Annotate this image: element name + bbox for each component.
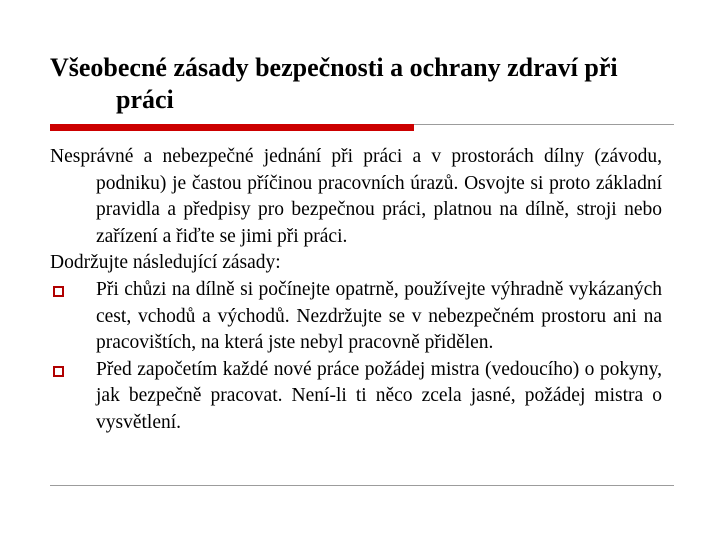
rules-lead: Dodržujte následující zásady: [50,252,281,274]
title-line-2: práci [116,85,174,114]
list-item-text: Před započetím každé nové práce požádej mistra (vedoucího) o pokyny, jak bezpečně pracovat. Není-li ti něco zcela jasné, požádej mistra o vysvětlení. [96,358,662,433]
intro-paragraph: Nesprávné a nebezpečné jednání při práci a v prostorách dílny (závodu, podniku) je častou příčinou pracovních úrazů. Osvojte si proto základní pravidla a předpisy pro bezpečnou práci, platnou na dílně, stroji nebo zařízení a řiďte se jimi při práci. [50,146,662,247]
footer-rule [50,485,674,486]
title-line-1: Všeobecné zásady bezpečnosti a ochrany zdraví při [50,53,618,82]
list-item-text: Při chůzi na dílně si počínejte opatrně, používejte výhradně vykázaných cest, vchodů a východů. Nezdržujte se v nebezpečném prostoru ani na pracovištích, na která jste nebyl pracovně přidělen. [96,278,662,354]
square-bullet-icon [53,286,64,297]
slide-body [50,144,662,437]
list-item [50,357,662,437]
list-item [50,277,662,357]
square-bullet-icon [53,366,64,377]
slide-title [50,52,680,116]
title-underline-thin [414,124,674,125]
title-underline-red [50,124,414,131]
